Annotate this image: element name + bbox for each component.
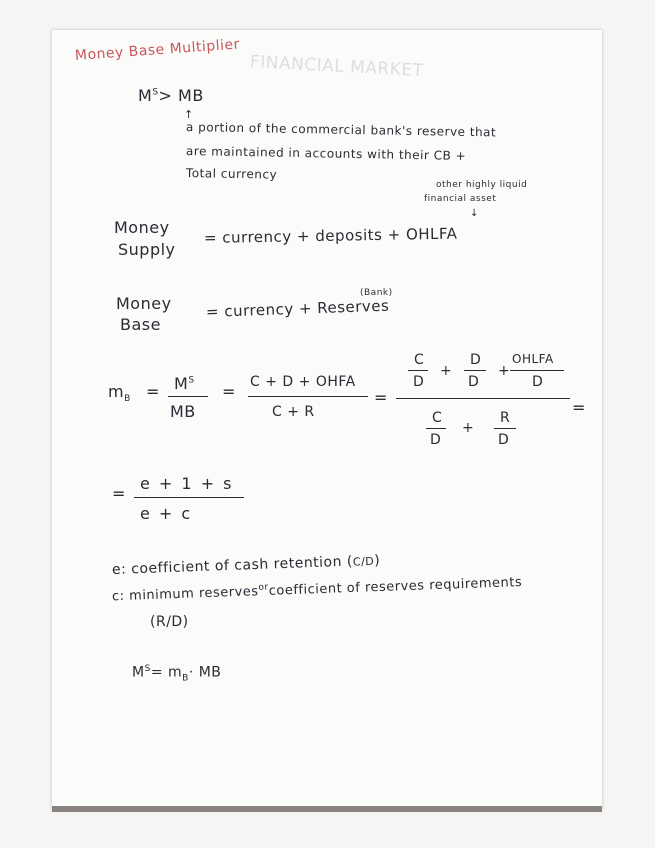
page-heading: Money Base Multiplier	[74, 36, 241, 64]
frac1-bar	[168, 396, 208, 397]
money-supply-label-1: Money	[114, 218, 170, 237]
big-den-r-bar	[494, 428, 516, 429]
frac1-denominator: MB	[170, 402, 196, 421]
definition-e: e: coefficient of cash retention (C/D)	[111, 552, 381, 578]
money-base-label-2: Base	[120, 315, 161, 334]
big-den-c-den: D	[430, 432, 442, 448]
big-num-plus-1: +	[440, 363, 453, 379]
big-num-c-den: D	[413, 374, 425, 390]
equals-1: =	[146, 382, 160, 401]
big-fraction-bar	[396, 398, 570, 399]
money-base-label-1: Money	[116, 294, 172, 313]
page-edge	[52, 806, 602, 812]
frac2-denominator: C + R	[272, 404, 315, 420]
simplified-equals: =	[112, 484, 126, 503]
ohlfa-arrow-icon: ↓	[470, 208, 479, 219]
big-num-ohlfa-den: D	[532, 374, 544, 390]
frac1-numerator: $M^S$	[174, 374, 195, 393]
big-num-plus-2: +	[498, 363, 511, 379]
arrow-up-icon: ↑	[184, 108, 194, 121]
frac2-numerator: C + D + OHFA	[250, 374, 356, 390]
final-equation: $M^S= m_B\cdot$ MB	[132, 664, 222, 684]
frac2-bar	[248, 396, 368, 397]
money-supply-equation: = currency + deposits + OHLFA	[203, 224, 458, 247]
definition-c: c: minimum reserves$^{or}$coefficient of reserves requirements	[111, 575, 523, 605]
ms-gt-mb: $M^S>$ MB	[138, 86, 204, 105]
money-base-equation: = currency + Reserves	[205, 296, 390, 321]
bank-note: (Bank)	[360, 288, 393, 298]
equals-2: =	[222, 382, 236, 401]
ohlfa-note-1: other highly liquid	[436, 180, 528, 190]
big-den-r-den: D	[498, 432, 510, 448]
ohlfa-note-2: financial asset	[424, 194, 497, 204]
note-line-1: a portion of the commercial bank's reserve that	[185, 120, 497, 140]
multiplier-lhs: $m_B$	[108, 382, 131, 405]
simplified-denominator: e + c	[140, 504, 193, 523]
big-num-c-bar	[408, 370, 428, 371]
definition-c-ratio: (R/D)	[150, 614, 189, 630]
big-den-c-bar	[426, 428, 446, 429]
simplified-bar	[134, 497, 244, 498]
big-den-plus: +	[462, 420, 475, 436]
bleed-through-text: FINANCIAL MARKET	[249, 52, 424, 82]
note-line-2: are maintained in accounts with their CB +	[185, 144, 467, 163]
big-num-d: D	[470, 352, 482, 368]
big-num-d-bar	[464, 370, 486, 371]
simplified-numerator: e + 1 + s	[140, 474, 234, 493]
big-num-c: C	[414, 352, 425, 368]
equals-4: =	[572, 398, 586, 417]
big-num-d-den: D	[468, 374, 480, 390]
big-num-ohlfa: OHLFA	[512, 352, 554, 366]
big-den-c: C	[432, 410, 443, 426]
big-den-r: R	[500, 410, 511, 426]
note-line-3: Total currency	[185, 166, 278, 182]
equals-3: =	[374, 388, 388, 407]
money-supply-label-2: Supply	[118, 240, 176, 259]
big-num-ohlfa-bar	[510, 370, 564, 371]
